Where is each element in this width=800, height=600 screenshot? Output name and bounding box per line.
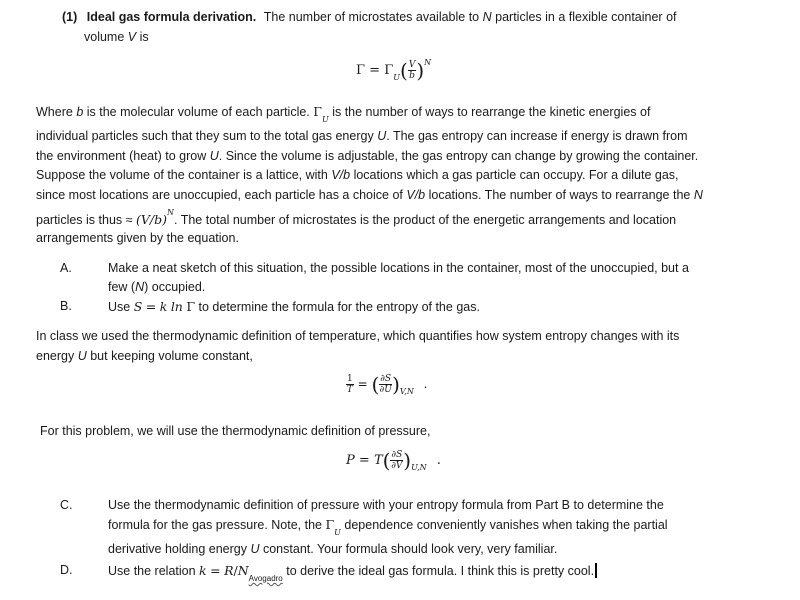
p-text: is the molecular volume of each particle. — [86, 105, 310, 119]
p-text: . The gas entropy can increase if energy is drawn from — [386, 129, 688, 143]
paragraph-line4 — [36, 168, 679, 182]
var-U: U — [250, 542, 260, 556]
frac-den-dU: ∂U — [379, 385, 392, 395]
frac-num-dS: ∂S — [380, 374, 392, 384]
paragraph-line5 — [36, 188, 703, 202]
var-Vb: V/b — [331, 168, 351, 182]
p-text: individual particles such that they sum to the total gas energy — [36, 129, 374, 143]
p-text: derivative holding energy — [108, 542, 247, 556]
problem-number: (1) — [62, 10, 78, 24]
gamma-subscript-U: U — [393, 73, 400, 82]
equals-sign: = — [369, 63, 381, 78]
list-label-A: A. — [60, 261, 72, 275]
problem-intro-d: is — [139, 30, 149, 44]
p-text: Use the relation — [108, 564, 196, 578]
pressure-line1: For this problem, we will use the thermodynamic definition of pressure, — [40, 424, 431, 438]
frac-num-dS: ∂S — [391, 450, 403, 460]
var-N: N — [135, 280, 145, 294]
list-B-line — [108, 299, 480, 314]
list-A-line1: Make a neat sketch of this situation, the possible locations in the container, most of the unoccupied, but a — [108, 261, 689, 275]
paragraph-line6 — [36, 208, 677, 227]
equation-microstates: $\Gamma = \Gamma_U$( $\frac{V}{b}$ )$^N$ — [356, 58, 432, 83]
p-text: locations which a gas particle can occupy. For a dilute gas, — [353, 168, 679, 182]
gamma-symbol-inline: Γ — [186, 299, 196, 314]
p-text: since most locations are unoccupied, each particle has a choice of — [36, 188, 403, 202]
var-R: R — [224, 563, 234, 578]
list-label-D: D. — [60, 563, 73, 577]
var-Vb: V/b — [406, 188, 426, 202]
paragraph-line2 — [36, 129, 688, 143]
var-k: k — [159, 299, 168, 314]
subscript-VN: V,N — [399, 387, 414, 396]
p-text: constant. Your formula should look very, very familiar. — [262, 542, 558, 556]
var-T: T — [373, 453, 383, 468]
var-P: P — [346, 453, 355, 468]
equals-sign: = — [210, 563, 221, 578]
var-N: N — [482, 10, 492, 24]
gamma-sub-U: U — [321, 115, 329, 124]
text-cursor[interactable] — [595, 563, 597, 578]
frac-num-V: V — [408, 60, 416, 70]
var-U: U — [377, 129, 387, 143]
equation-pressure: P = T( $\frac{\partial S}{\partial V}$ )$_{U,N}$ . — [346, 448, 441, 473]
problem-intro-c: volume — [84, 30, 125, 44]
paragraph-line3 — [36, 149, 698, 163]
p-text: Use — [108, 300, 131, 314]
equals-sign: = — [357, 377, 368, 391]
gamma-symbol-2: Γ — [384, 63, 394, 78]
subscript-avogadro: Avogadro — [248, 574, 283, 583]
frac-num-1: 1 — [347, 374, 353, 384]
var-U: U — [77, 349, 87, 363]
subscript-UN: U,N — [411, 463, 427, 472]
problem-header-line1 — [62, 10, 677, 24]
list-label-B: B. — [60, 299, 72, 313]
equation-temperature: $\frac{1}{T}$ = ( $\frac{\partial S}{\partial U}$ )$_{V,N}$ . — [346, 372, 428, 397]
p-text: energy — [36, 349, 75, 363]
p-text: locations. The number of ways to rearrange the — [428, 188, 691, 202]
p-text: particles is thus — [36, 213, 123, 227]
slash: / — [233, 563, 238, 578]
var-N: N — [237, 563, 249, 578]
paragraph-line1 — [36, 104, 651, 124]
p-text: few ( — [108, 280, 136, 294]
p-text: Where — [36, 105, 73, 119]
exponent-N: N — [167, 208, 174, 217]
p-text: Suppose the volume of the container is a lattice, with — [36, 168, 328, 182]
p-text: but keeping volume constant, — [90, 349, 253, 363]
list-C-line2 — [108, 517, 668, 537]
temp-line2 — [36, 349, 253, 363]
list-C-line1: Use the thermodynamic definition of pressure with your entropy formula from Part B to determine the — [108, 498, 664, 512]
ln-function: ln — [170, 299, 183, 314]
var-U: U — [209, 149, 219, 163]
p-text: is the number of ways to rearrange the kinetic energies of — [332, 105, 651, 119]
p-text: to determine the formula for the entropy of the gas. — [198, 300, 480, 314]
problem-title: Ideal gas formula derivation. — [86, 10, 257, 24]
var-N: N — [693, 188, 703, 202]
p-text: dependence conveniently vanishes when taking the partial — [344, 518, 668, 532]
list-A-line2 — [108, 280, 205, 294]
frac-den-dV: ∂V — [391, 461, 403, 471]
exponent-N: N — [424, 58, 432, 67]
paragraph-line7 — [36, 231, 239, 245]
approx-symbol: ≈ — [125, 213, 133, 227]
p-text: to derive the ideal gas formula. I think this is pretty cool. — [286, 564, 595, 578]
p-text: . Since the volume is adjustable, the gas entropy can change by growing the container. — [218, 149, 699, 163]
p-text: ) occupied. — [144, 280, 206, 294]
gamma-symbol: Γ — [356, 63, 366, 78]
period: . — [423, 377, 428, 391]
list-D-line — [108, 563, 597, 583]
var-Vb-paren: (V/b) — [136, 212, 167, 227]
fraction-1-over-T — [346, 374, 354, 395]
period: . — [436, 453, 441, 468]
frac-den-T: T — [346, 385, 353, 395]
gamma-symbol-inline: Γ — [325, 517, 335, 532]
var-k: k — [199, 563, 207, 578]
problem-intro-a: The number of microstates available to — [263, 10, 480, 24]
gamma-symbol-inline: Γ — [313, 104, 322, 119]
fraction-dS-dV — [390, 450, 403, 471]
equals-sign: = — [358, 453, 370, 468]
gamma-sub-U: U — [334, 528, 341, 537]
p-text: the environment (heat) to grow — [36, 149, 207, 163]
var-b: b — [76, 105, 84, 119]
list-C-line3 — [108, 542, 557, 556]
var-S: S — [133, 299, 143, 314]
var-V: V — [127, 30, 137, 44]
fraction-dS-dU — [379, 374, 392, 395]
equals-sign: = — [145, 299, 157, 314]
list-label-C: C. — [60, 498, 73, 512]
problem-intro-b: particles in a flexible container of — [495, 10, 677, 24]
p-text: . The total number of microstates is the product of the energetic arrangements and location — [174, 213, 677, 227]
p-text: formula for the gas pressure. Note, the — [108, 518, 322, 532]
temp-line1: In class we used the thermodynamic definition of temperature, which quantifies how system entropy changes with its — [36, 329, 680, 343]
problem-header-line2 — [84, 30, 149, 44]
p-text: arrangements given by the equation. — [36, 231, 239, 245]
frac-den-b: b — [409, 71, 415, 81]
